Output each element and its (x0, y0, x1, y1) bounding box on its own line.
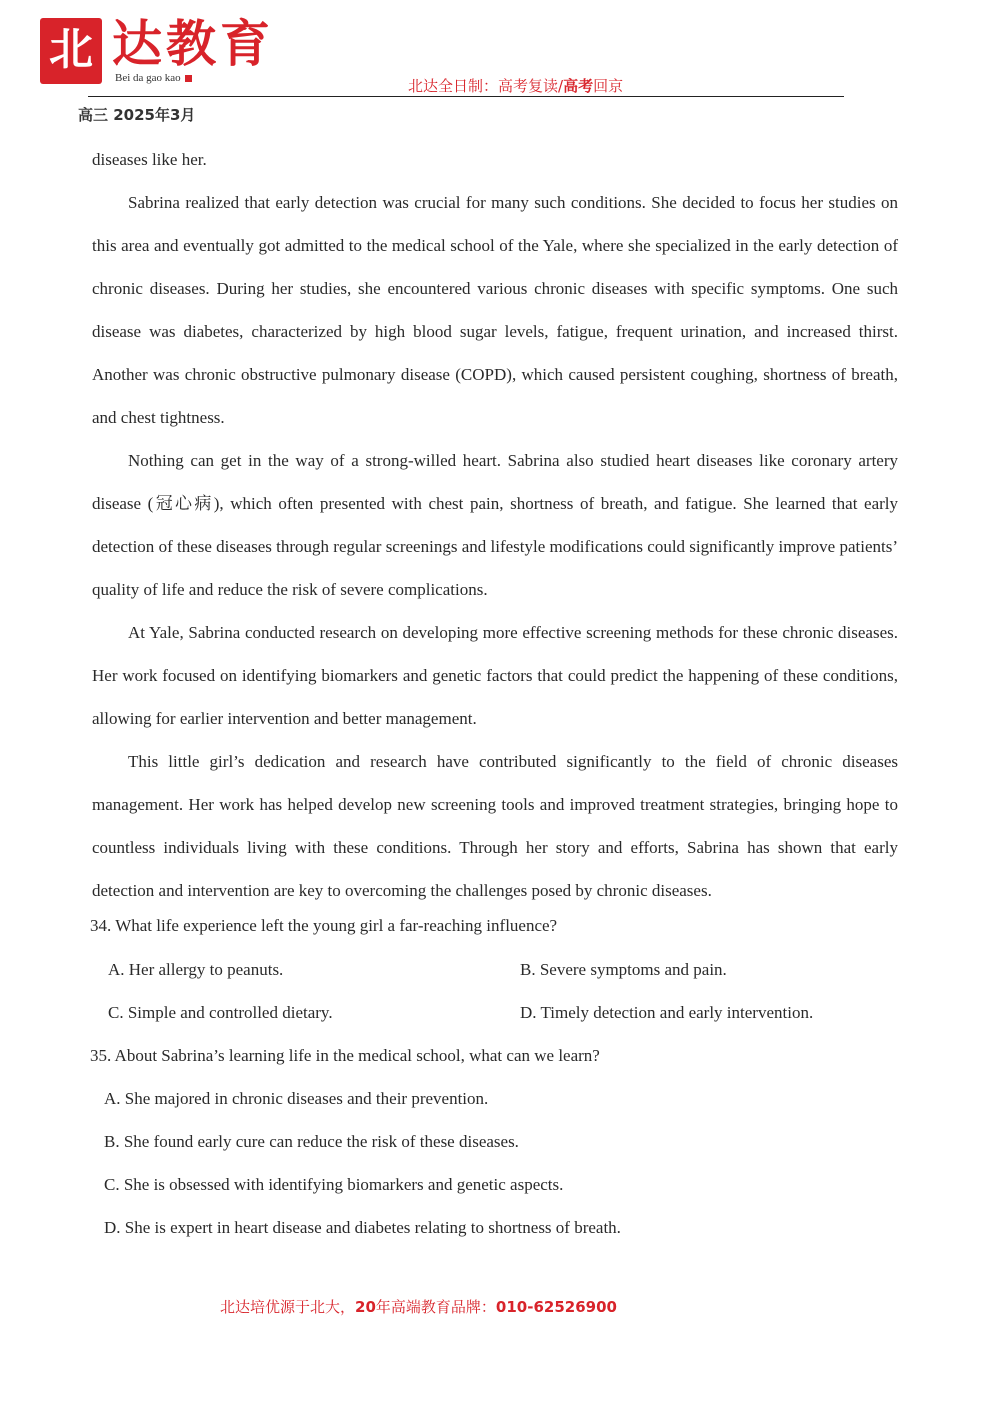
logo-mark: 北 (49, 24, 93, 75)
exam-date: 高三 2025年3月 (78, 106, 196, 124)
logo-badge (40, 18, 102, 84)
logo-dot-icon (185, 75, 192, 82)
logo-name: 达教育 (112, 14, 274, 73)
question-34-option-a: A. Her allergy to peanuts. (108, 960, 284, 979)
passage-paragraph: diseases like her. (92, 150, 207, 169)
header-divider (88, 96, 844, 97)
passage (92, 138, 898, 912)
passage-paragraph: At Yale, Sabrina conducted research on developing more effective screening methods for these chronic diseases. Her work focused on identifying biomarkers and genetic factors that could predict the happening of these conditions, allowing for earlier intervention and better management. (92, 623, 898, 728)
header-slogan: 北达全日制：高考复读/高考回京 (408, 77, 624, 95)
footer-slogan: 北达培优源于北大，20年高端教育品牌：010-62526900 (220, 1298, 617, 1316)
passage-paragraph: This little girl’s dedication and research have contributed significantly to the field of chronic diseases management. Her work has helped develop new screening tools and improved treatment strategies, bringing hope to countless individuals living with these conditions. Through her story and efforts, Sabrina has shown that early detection and intervention are key to overcoming the challenges posed by chronic diseases. (92, 752, 898, 900)
passage-paragraph: Sabrina realized that early detection was crucial for many such conditions. She decided to focus her studies on this area and eventually got admitted to the medical school of the Yale, where she specialized in the early detection of chronic diseases. During her studies, she encountered various chronic diseases with specific symptoms. One such disease was diabetes, characterized by high blood sugar levels, fatigue, frequent urination, and increased thirst. Another was chronic obstructive pulmonary disease (COPD), which caused persistent coughing, shortness of breath, and chest tightness. (92, 193, 898, 427)
question-34-option-d: D. Timely detection and early intervention. (520, 1003, 814, 1022)
question-34-option-b: B. Severe symptoms and pain. (520, 960, 727, 979)
question-34-option-c: C. Simple and controlled dietary. (108, 1003, 333, 1022)
question-35-option-b: B. She found early cure can reduce the risk of these diseases. (104, 1132, 519, 1151)
question-35-option-d: D. She is expert in heart disease and diabetes relating to shortness of breath. (104, 1218, 621, 1237)
logo-subtitle: Bei da gao kao (115, 72, 192, 84)
passage-paragraph: Nothing can get in the way of a strong-willed heart. Sabrina also studied heart diseases like coronary artery disease (冠心病), which often presented with chest pain, shortness of breath, and fatigue. She learned that early detection of these diseases through regular screenings and lifestyle modifications could significantly improve patients’ quality of life and reduce the risk of severe complications. (92, 451, 898, 599)
question-35-stem: 35. About Sabrina’s learning life in the medical school, what can we learn? (90, 1046, 600, 1065)
question-35-option-a: A. She majored in chronic diseases and their prevention. (104, 1089, 489, 1108)
question-34-stem: 34. What life experience left the young girl a far-reaching influence? (90, 916, 558, 935)
question-35-option-c: C. She is obsessed with identifying biomarkers and genetic aspects. (104, 1175, 564, 1194)
